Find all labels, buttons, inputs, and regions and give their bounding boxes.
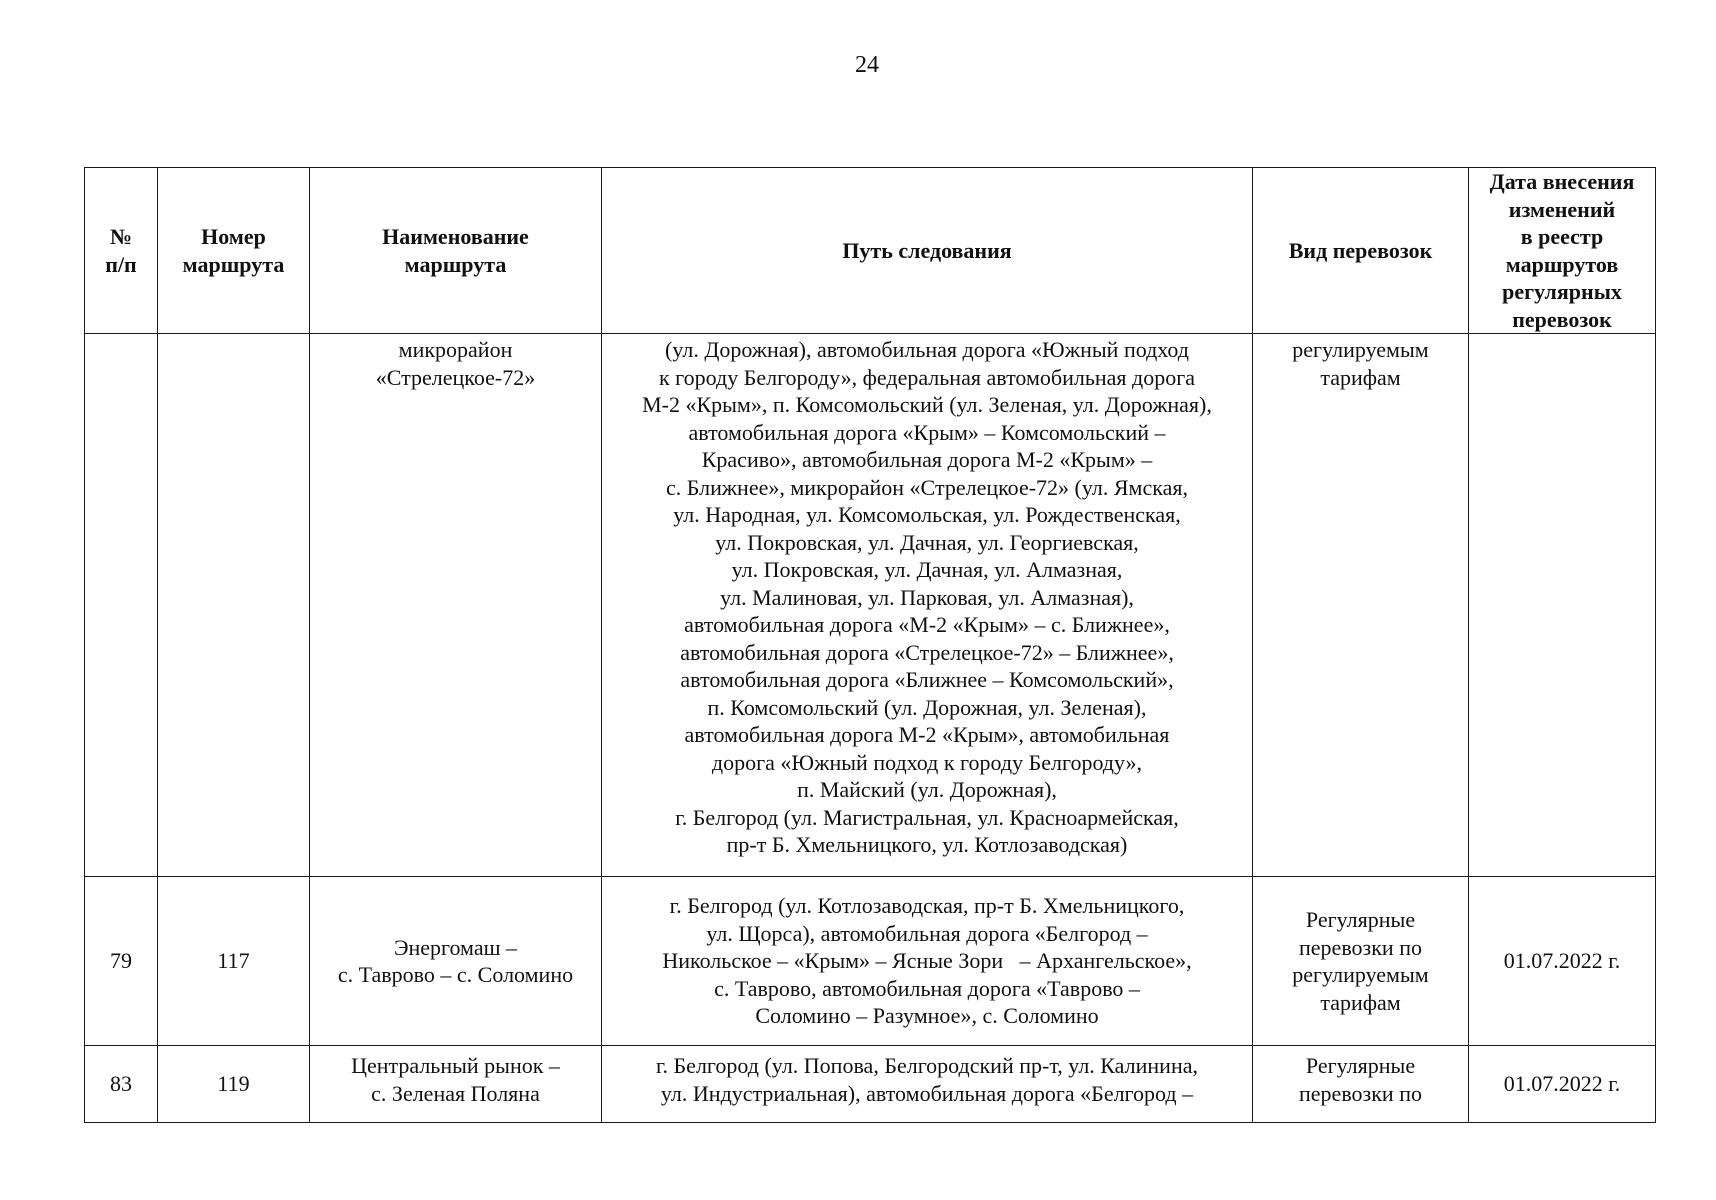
cell-route-number: 117 [158, 877, 310, 1046]
cell-route-number: 119 [158, 1046, 310, 1123]
cell-transport-type: регулируемым тарифам [1253, 334, 1469, 877]
header-route-number: Номер маршрута [158, 168, 310, 334]
routes-table [84, 167, 1656, 1123]
cell-path: г. Белгород (ул. Попова, Белгородский пр-т, ул. Калинина, ул. Индустриальная), автомобильная дорога «Белгород – [602, 1046, 1253, 1123]
cell-route-name: Центральный рынок – с. Зеленая Поляна [310, 1046, 602, 1123]
cell-registry-date: 01.07.2022 г. [1469, 1046, 1656, 1123]
cell-num: 83 [85, 1046, 158, 1123]
cell-num: 79 [85, 877, 158, 1046]
cell-transport-type: Регулярные перевозки по регулируемым тарифам [1253, 877, 1469, 1046]
cell-num [85, 334, 158, 877]
table-row [85, 877, 1656, 1046]
cell-route-name: Энергомаш – с. Таврово – с. Соломино [310, 877, 602, 1046]
header-transport-type: Вид перевозок [1253, 168, 1469, 334]
table-row [85, 334, 1656, 877]
header-num: № п/п [85, 168, 158, 334]
cell-path: (ул. Дорожная), автомобильная дорога «Южный подход к городу Белгороду», федеральная автомобильная дорога М-2 «Крым», п. Комсомольский (ул. Зеленая, ул. Дорожная), автомобильная дорога «Крым» – Комсомольский – Красиво», автомобильная дорога М-2 «Крым» – с. Ближнее», микрорайон «Стрелецкое-72» (ул. Ямская, ул. Народная, ул. Комсомольская, ул. Рождественская, ул. Покровская, ул. Дачная, ул. Георгиевская, ул. Покровская, ул. Дачная, ул. Алмазная, ул. Малиновая, ул. Парковая, ул. Алмазная), автомобильная дорога «М-2 «Крым» – с. Ближнее», автомобильная дорога «Стрелецкое-72» – Ближнее», автомобильная дорога «Ближнее – Комсомольский», п. Комсомольский (ул. Дорожная, ул. Зеленая), автомобильная дорога М-2 «Крым», автомобильная дорога «Южный подход к городу Белгороду», п. Майский (ул. Дорожная), г. Белгород (ул. Магистральная, ул. Красноармейская, пр-т Б. Хмельницкого, ул. Котлозаводская) [602, 334, 1253, 877]
cell-route-name: микрорайон «Стрелецкое-72» [310, 334, 602, 877]
cell-registry-date [1469, 334, 1656, 877]
table-row [85, 1046, 1656, 1123]
cell-path: г. Белгород (ул. Котлозаводская, пр-т Б. Хмельницкого, ул. Щорса), автомобильная дорога «Белгород – Никольское – «Крым» – Ясные Зори – Архангельское», с. Таврово, автомобильная дорога «Таврово – Соломино – Разумное», с. Соломино [602, 877, 1253, 1046]
header-path: Путь следования [602, 168, 1253, 334]
table-header-row [85, 168, 1656, 334]
header-registry-date: Дата внесения изменений в реестр маршрутов регулярных перевозок [1469, 168, 1656, 334]
page-number: 24 [855, 52, 879, 78]
header-route-name: Наименование маршрута [310, 168, 602, 334]
cell-route-number [158, 334, 310, 877]
cell-registry-date: 01.07.2022 г. [1469, 877, 1656, 1046]
cell-transport-type: Регулярные перевозки по [1253, 1046, 1469, 1123]
